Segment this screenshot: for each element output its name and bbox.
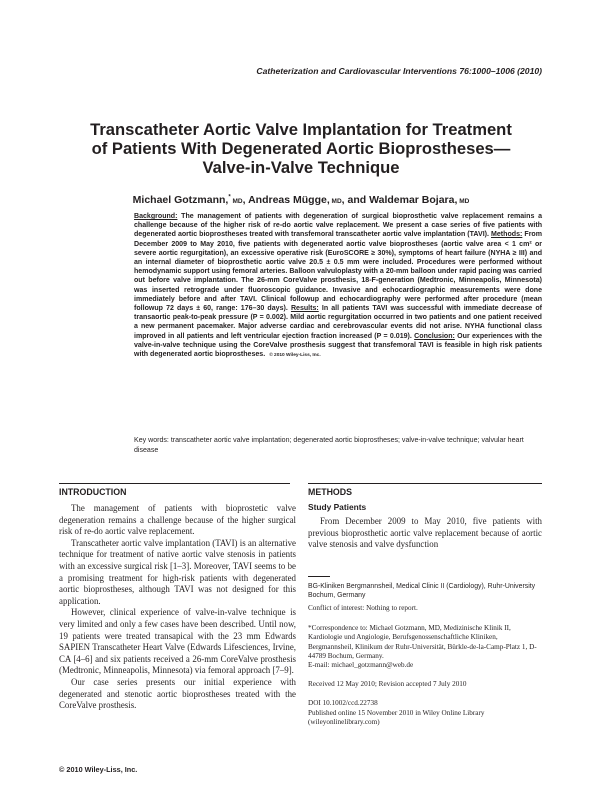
methods-body [308,516,542,551]
page-copyright: © 2010 Wiley-Liss, Inc. [59,765,138,774]
author-degree: MD [457,198,470,205]
received-footnote: Received 12 May 2010; Revision accepted 7 July 2010 [308,680,467,688]
journal-reference: Catheterization and Cardiovascular Interventions 76:1000–1006 (2010) [256,66,542,76]
correspondence-mark: * [228,194,231,201]
abstract-copyright: © 2010 Wiley-Liss, Inc. [269,353,321,359]
article-title [60,120,542,177]
correspondence-email: E-mail: michael_gotzmann@web.de [308,661,414,670]
methods-heading: METHODS [308,487,352,497]
abstract-results-text: In all patients TAVI was successful with immediate decrease of transaortic peak-to-peak pressure (P = 0.002). Mild aortic regurgitation occurred in two patients and one patient received a new permanent pacemaker. Major adverse cardiac and cerebrovascular events did not arise. NYHA functional class improved in all patients and left ventricular ejection fraction increased (P = 0.019). [134,305,543,340]
abstract [134,212,542,360]
abstract-results-label: Results: [290,305,319,313]
abstract-background-label: Background: [134,213,178,220]
title-line-3: Valve-in-Valve Technique [202,158,400,177]
correspondence-address: *Correspondence to: Michael Gotzmann, MD, Medizinische Klinik II, Kardiologie und Angiologie, Berufsgenossenschaftliche Kliniken, Bergmannsheil, Klinikum der Ruhr-Universität, Bürkle-de-la-Camp-Platz 1, D-44789 Bochum, Germany. [308,624,537,660]
correspondence-footnote [308,624,542,670]
intro-paragraph-3: However, clinical experience of valve-in-valve technique is very limited and only a few cases have been described. Until now, 19 patients were treated transapical with the 23 mm Edwards SAPIEN Transcatheter Heart Valve (Edwards Lifesciences, Irvine, CA [4–6] and six patients received a 26-mm CoreValve prosthesis (Medtronic, Minneapolis, Minnesota) via femoral approach [7–9]. [59,607,296,676]
author-list [60,194,542,206]
published-footnote: Published online 15 November 2010 in Wiley Online Library (wileyonlinelibrary.com) [308,709,485,727]
intro-paragraph-4: Our case series presents our initial experience with degenerated and stenotic aortic bioprostheses treated with the CoreValve prosthesis. [59,676,296,711]
footnote-rule [308,576,330,577]
author-gotzmann: Michael Gotzmann, [132,194,229,206]
doi-footnote: DOI 10.1002/ccd.22738 [308,699,378,707]
title-line-2: of Patients With Degenerated Aortic Bioprostheses— [91,139,511,158]
abstract-conclusion-label: Conclusion: [414,332,455,340]
conflict-footnote: Conflict of interest: Nothing to report. [308,604,418,612]
affiliation-footnote: BG-Kliniken Bergmannsheil, Medical Clinic II (Cardiology), Ruhr-University Bochum, Germany [308,583,536,600]
column-rule-right [308,483,542,484]
author-muegge: , Andreas Mügge, [242,194,330,206]
abstract-methods-label: Methods: [491,231,523,239]
author-degree: MD [230,198,243,205]
keywords: Key words: transcatheter aortic valve implantation; degenerated aortic bioprostheses; valve-in-valve technique; valvular heart disease [134,437,524,454]
author-bojara: , and Waldemar Bojara, [341,194,458,206]
title-line-1: Transcatheter Aortic Valve Implantation for Treatment [90,120,512,139]
abstract-methods-text: From December 2009 to May 2010, five patients with degenerated aortic valve bioprostheses (aortic valve area < 1 cm² or severe aortic regurgitation), an excessive operative risk (EuroSCORE ≥ 30%), symptoms of heart failure (NYHA ≥ III) and an internal diameter of bioprosthetic aortic valve 20.5 ± 0.5 mm were included. Procedures were performed without hemodynamic support using femoral arteries. Balloon valvuloplasty with a 20-mm balloon under rapid pacing was carried out before valve implantation. The 26-mm CoreValve prosthesis, 18-F-generation (Medtronic, Minneapolis, Minnesota) was inserted retrograde under fluoroscopic guidance. Invasive and echocardiographic measurements were done immediately before and after TAVI. Clinical followup and echocardiography were performed after procedure (mean followup 72 days ± 60, range: 176–30 days). [134,231,543,313]
column-rule-left [59,483,290,484]
introduction-heading: INTRODUCTION [59,487,127,497]
introduction-body [59,503,296,712]
intro-paragraph-1: The management of patients with bioprostetic valve degeneration remains a challenge because of the higher surgical risk of re-do aortic valve replacement. [59,503,296,537]
intro-paragraph-2: Transcatheter aortic valve implantation (TAVI) is an alternative technique for treatment of native aortic valve stenosis in patients with an excessive surgical risk [1–3]. Moreover, TAVI seems to be a promising treatment for high-risk patients with degenerated aortic bioprostheses, although TAVI was not designed for this application. [59,537,296,606]
methods-paragraph-1: From December 2009 to May 2010, five patients with previous bioprosthetic aortic valve replacement because of aortic valve stenosis and valve dysfunction [308,516,542,550]
author-degree: MD [329,198,342,205]
abstract-background-text: The management of patients with degeneration of surgical bioprosthetic valve replacement remains a challenge because of the higher risk of re-do aortic valve replacement. We present a case series of five patients with degenerated aortic bioprostheses treated with transfemoral transcatheter aortic valve implantation (TAVI). [134,213,542,239]
abstract-conclusion-text: Our experiences with the valve-in-valve technique using the CoreValve prosthesis suggest that transfemoral TAVI is feasible in high risk patients with degenerated aortic bioprostheses. [134,332,543,359]
study-patients-subheading: Study Patients [308,502,367,512]
